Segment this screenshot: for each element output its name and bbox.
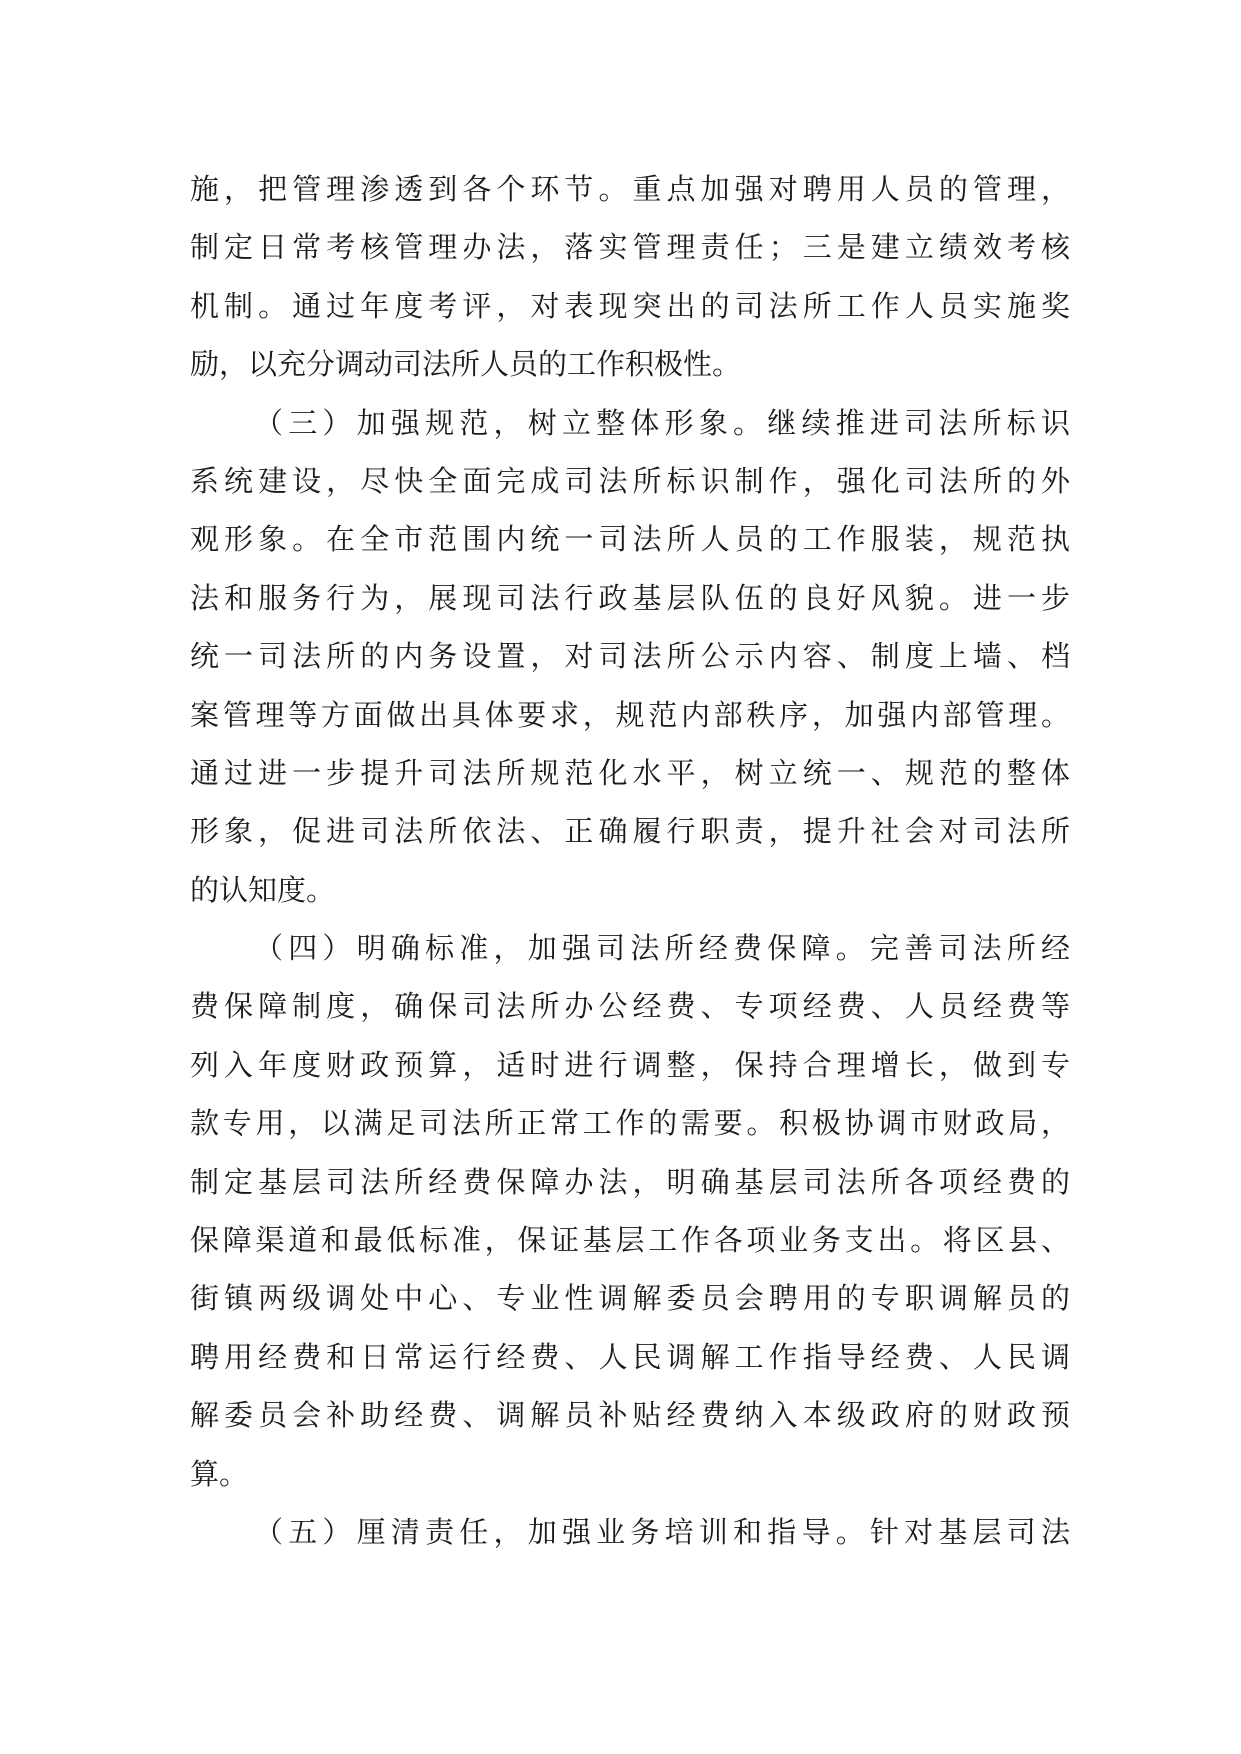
text-line: 费保障制度，确保司法所办公经费、专项经费、人员经费等	[190, 989, 1070, 1024]
text-line: 列入年度财政预算，适时进行调整，保持合理增长，做到专	[190, 1047, 1070, 1082]
paragraph-heading-line: （五）厘清责任，加强业务培训和指导。针对基层司法	[254, 1514, 1070, 1549]
paragraph-heading-line: （三）加强规范，树立整体形象。继续推进司法所标识	[254, 405, 1070, 440]
text-line: 款专用，以满足司法所正常工作的需要。积极协调市财政局，	[190, 1106, 1070, 1141]
paragraph-heading-line: （四）明确标准，加强司法所经费保障。完善司法所经	[254, 931, 1070, 966]
text-line: 的认知度。	[190, 872, 336, 907]
text-line: 通过进一步提升司法所规范化水平，树立统一、规范的整体	[190, 755, 1070, 790]
text-line: 制定日常考核管理办法，落实管理责任；三是建立绩效考核	[190, 230, 1070, 265]
text-line: 励，以充分调动司法所人员的工作积极性。	[190, 347, 742, 382]
text-line: 施，把管理渗透到各个环节。重点加强对聘用人员的管理，	[190, 172, 1070, 206]
text-line: 制定基层司法所经费保障办法，明确基层司法所各项经费的	[190, 1164, 1070, 1199]
text-line: 案管理等方面做出具体要求，规范内部秩序，加强内部管理。	[190, 697, 1070, 732]
text-line: 系统建设，尽快全面完成司法所标识制作，强化司法所的外	[190, 463, 1070, 498]
text-line: 解委员会补助经费、调解员补贴经费纳入本级政府的财政预	[190, 1398, 1070, 1433]
text-line: 机制。通过年度考评，对表现突出的司法所工作人员实施奖	[190, 288, 1070, 323]
text-line: 统一司法所的内务设置，对司法所公示内容、制度上墙、档	[190, 639, 1070, 674]
document-body	[190, 160, 1070, 1561]
text-line: 街镇两级调处中心、专业性调解委员会聘用的专职调解员的	[190, 1281, 1070, 1316]
text-line: 算。	[190, 1456, 249, 1491]
text-line: 法和服务行为，展现司法行政基层队伍的良好风貌。进一步	[190, 580, 1070, 615]
text-line: 聘用经费和日常运行经费、人民调解工作指导经费、人民调	[190, 1339, 1070, 1374]
text-line: 形象，促进司法所依法、正确履行职责，提升社会对司法所	[190, 814, 1070, 849]
text-line: 观形象。在全市范围内统一司法所人员的工作服装，规范执	[190, 522, 1070, 557]
text-line: 保障渠道和最低标准，保证基层工作各项业务支出。将区县、	[190, 1223, 1070, 1258]
